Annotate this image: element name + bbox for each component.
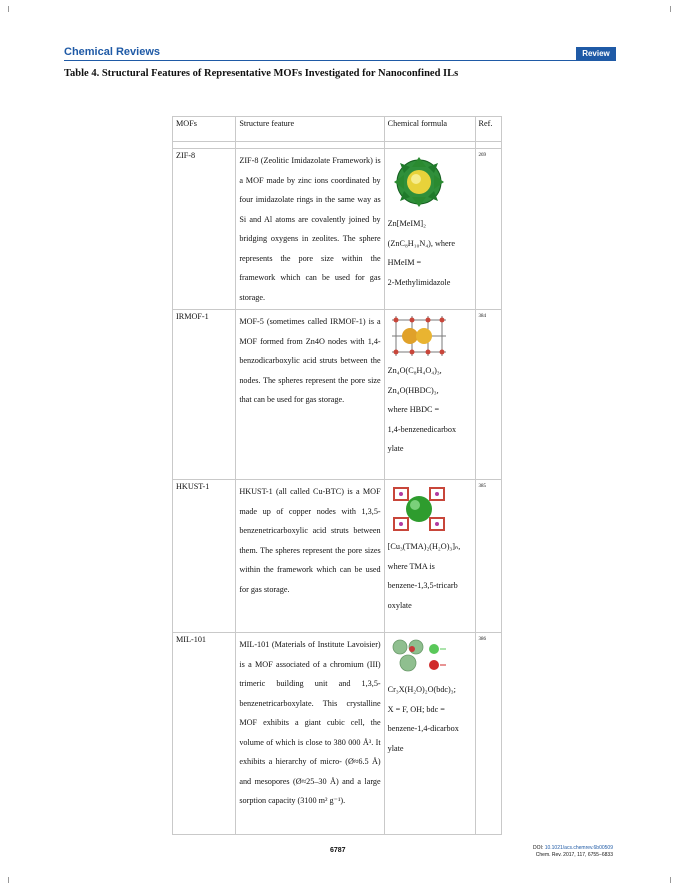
irmof1-structure-image [390,314,448,358]
structure-feature: MIL-101 (Materials of Institute Lavoisier) is a MOF associated of a chromium (III) trimeric building unit and 1,3,5-benzenetricarboxylate. This crystalline MOF exhibits a giant cubic cell, the volume of which is close to 380 000 Å³. It exhibits a hierarchy of micro- (Ø≈6.5 Å) and mesopores (Ø≈25–30 Å) and a large sorption capacity (3100 m² g⁻¹). [236,633,384,835]
structure-feature: HKUST-1 (all called Cu-BTC) is a MOF made up of copper nodes with 1,3,5-benzenetricarboxylic acid struts between them. The spheres represent the pore sizes within the framework which can be used for gas storage. [236,480,384,633]
formula-line: [Cu₃(TMA)₂(H₂O)₃]ₙ, [387,542,461,551]
formula-line: Zn₄O(HBDC)₃, [387,385,439,395]
crop-mark [8,6,15,12]
chemical-formula-cell [384,480,475,633]
column-header: Ref. [475,117,501,142]
chemical-formula-cell [384,633,475,835]
table-row [173,480,502,633]
hkust1-structure-image [390,484,448,534]
table-row [173,149,502,310]
formula-line: (ZnC₈H₁₀N₄), where [387,238,456,248]
table-caption: Table 4. Structural Features of Representative MOFs Investigated for Nanoconfined ILs [64,68,459,79]
formula-line: Zn₄O(C₈H₄O₄)₃, [387,366,442,375]
zif8-structure-image [390,153,448,211]
table-header-row [173,117,502,142]
formula-line: ylate [387,743,404,753]
crop-mark [8,877,15,883]
page-number: 6787 [330,847,346,854]
journal-citation: Chem. Rev. 2017, 117, 6755−6833 [535,852,613,858]
formula-line: Cr₃X(H₂O)₂O(bdc)₃; [387,685,456,694]
formula-line: 2-Methylimidazole [387,277,451,287]
mof-name: IRMOF-1 [173,310,236,480]
formula-line: Zn[MeIM]₂ [387,219,426,228]
mil101-structure-image [390,637,448,677]
formula-line: benzene-1,3,5-tricarb [387,581,458,590]
doi-label: DOI: [533,845,545,851]
formula-line: HMeIM = [387,258,422,267]
formula-line: where HBDC = [387,405,440,414]
formula-line: X = F, OH; bdc = [387,704,445,714]
article-type-badge: Review [576,47,616,60]
column-header: Chemical formula [384,117,475,142]
crop-mark [664,877,671,883]
reference-number: 269 [475,149,501,310]
table-row [173,633,502,835]
formula-line: ylate [387,444,404,453]
column-header: MOFs [173,117,236,142]
structure-feature: ZIF-8 (Zeolitic Imidazolate Framework) is a MOF made by zinc ions coordinated by four imidazolate rings in the same way as Si and Al atoms are covalently joined by bridging oxygens in zeolites. The sphere represents the pore size within the framework which can be used for gas storage. [236,149,384,310]
doi-citation [533,845,613,859]
header-rule [64,60,616,61]
mof-name: ZIF-8 [173,149,236,310]
mof-name: MIL-101 [173,633,236,835]
reference-number: 385 [475,480,501,633]
structure-feature: MOF-5 (sometimes called IRMOF-1) is a MOF formed from Zn4O nodes with 1,4-benzodicarboxylic acid struts between the nodes. The spheres represent the pore size that can be used for gas storage. [236,310,384,480]
formula-line: 1,4-benzenedicarbox [387,424,457,434]
doi-line [533,845,613,852]
reference-number: 386 [475,633,501,835]
reference-number: 384 [475,310,501,480]
formula-line: benzene-1,4-dicarbox [387,724,459,733]
formula-line: oxylate [387,600,412,610]
mof-table [172,116,502,835]
column-header: Structure feature [236,117,384,142]
crop-mark [664,6,671,12]
formula-line: where TMA is [387,561,435,571]
doi-link[interactable]: 10.1021/acs.chemrev.6b00509 [544,845,613,851]
chemical-formula-cell [384,149,475,310]
journal-title: Chemical Reviews [64,46,160,58]
chemical-formula-cell [384,310,475,480]
mof-name: HKUST-1 [173,480,236,633]
table-spacer [173,142,502,149]
table-row [173,310,502,480]
